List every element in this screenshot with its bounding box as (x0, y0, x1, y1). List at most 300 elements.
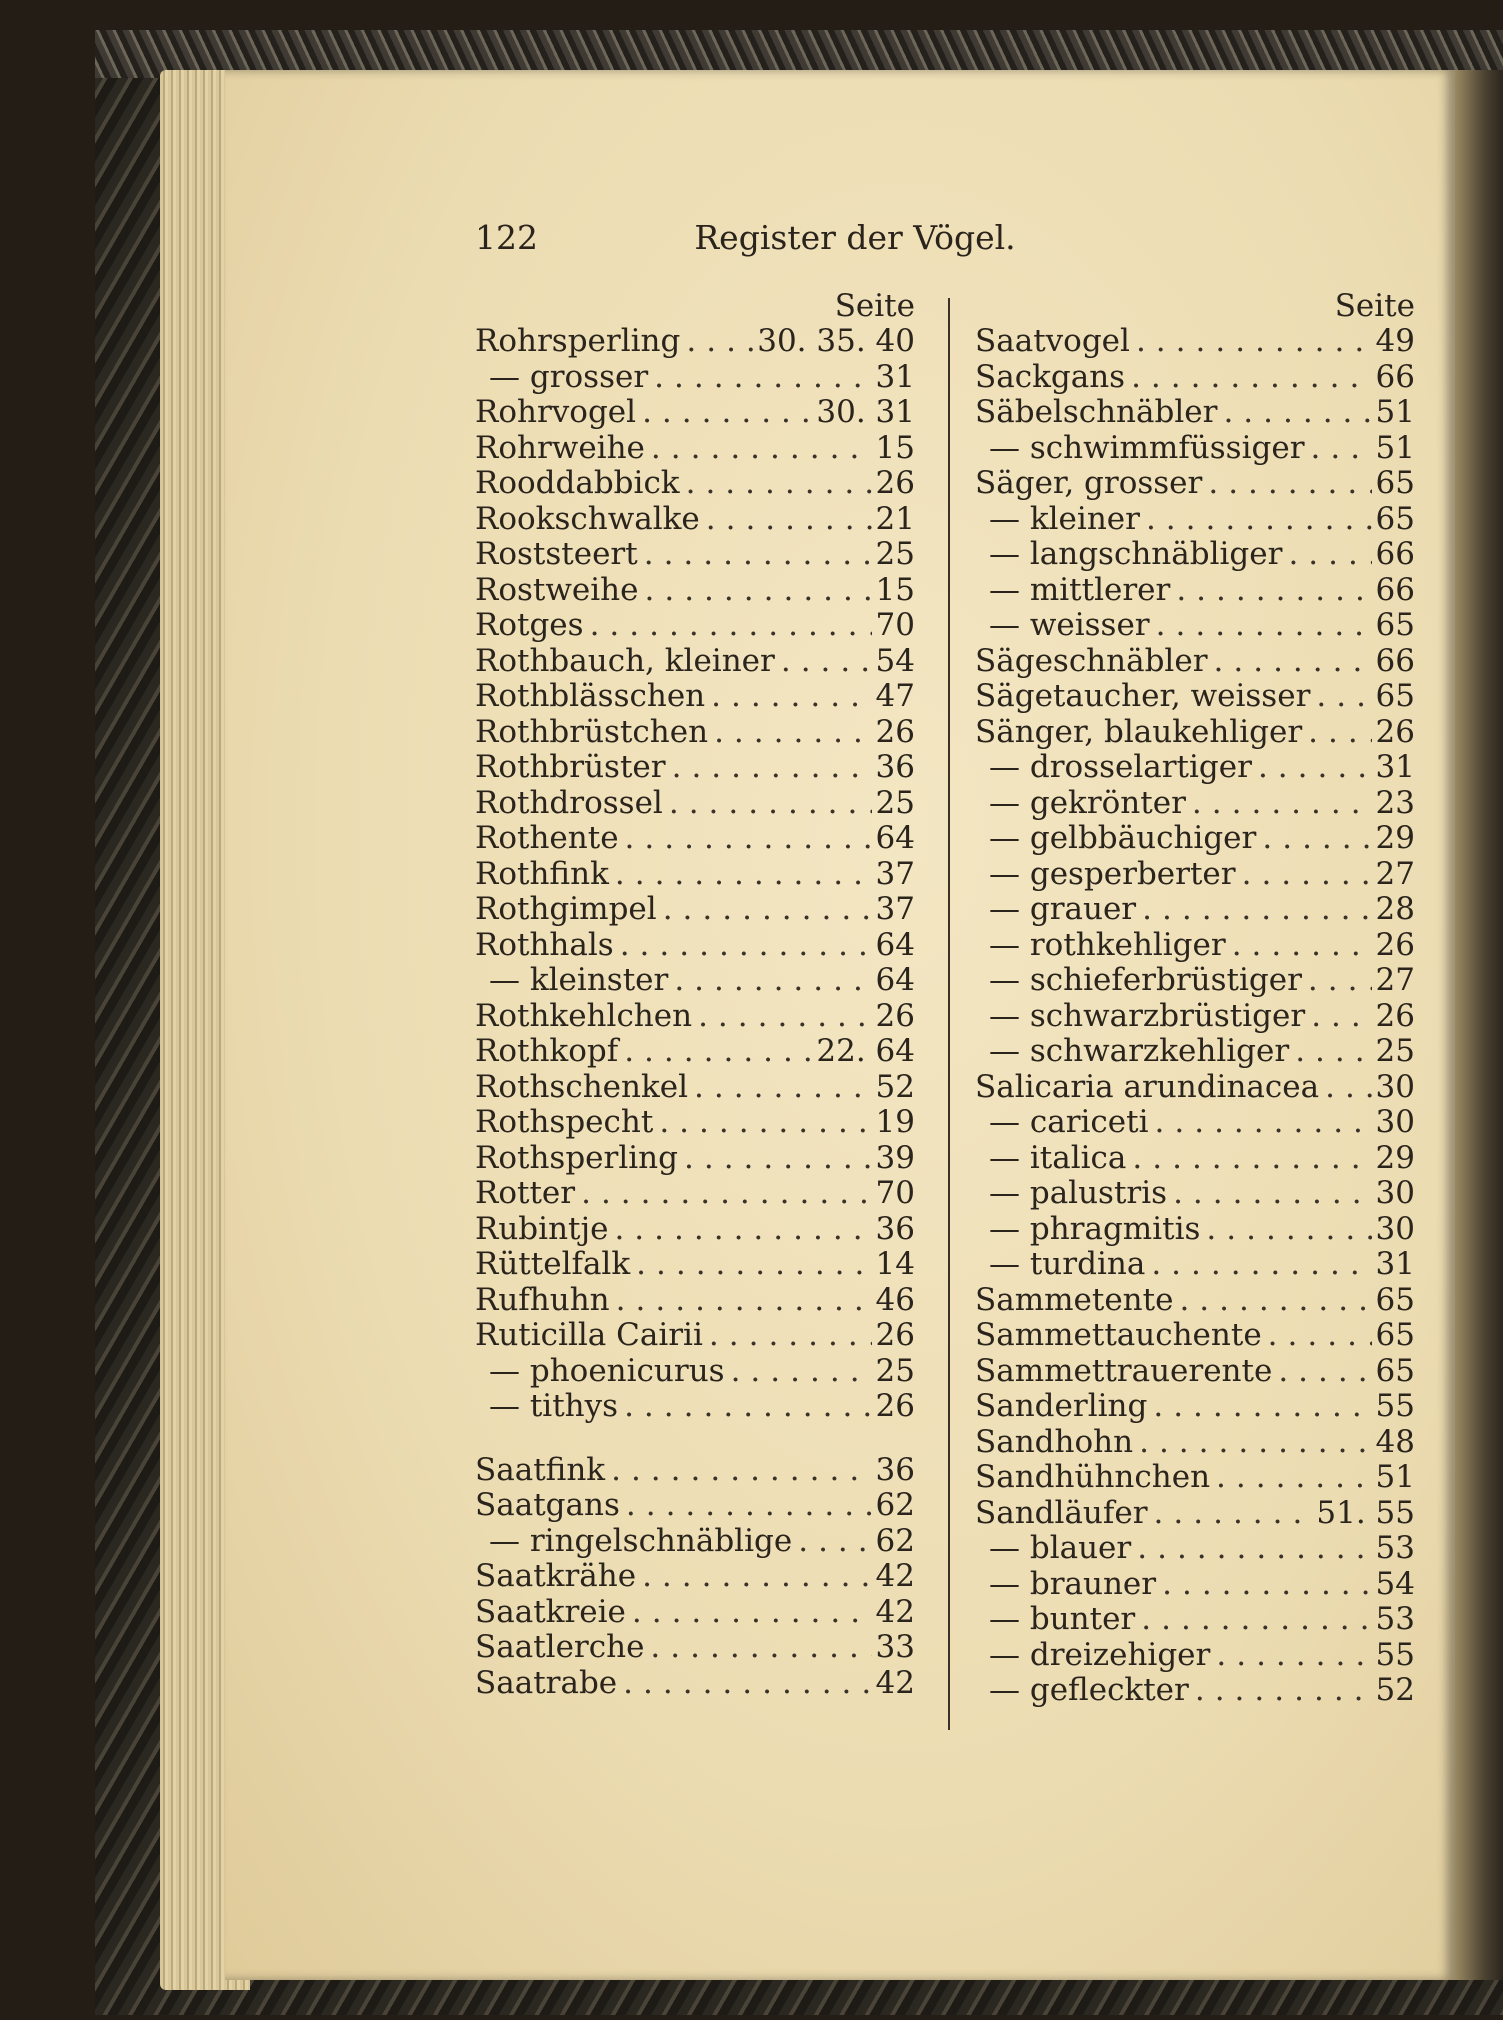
dot-leader (688, 1070, 872, 1106)
index-term: Saatfink (475, 1451, 606, 1488)
index-term: Sandhohn (975, 1423, 1134, 1460)
index-page-numbers: 26 (875, 713, 915, 750)
dot-leader (1131, 1531, 1371, 1567)
index-column-left (475, 288, 915, 1701)
dot-leader (653, 1105, 871, 1141)
index-entry (475, 1212, 915, 1248)
dot-leader (636, 395, 812, 431)
dot-leader (775, 644, 872, 680)
index-term: Saatkrähe (475, 1558, 637, 1594)
index-page-numbers: 23 (1375, 784, 1415, 821)
index-entry (975, 1034, 1415, 1070)
dot-leader (1319, 1070, 1371, 1106)
dot-leader (1147, 1389, 1371, 1425)
dot-leader (692, 999, 871, 1035)
column-header: Seite (1334, 288, 1415, 324)
dot-leader (1167, 1176, 1371, 1212)
dot-leader (657, 892, 872, 928)
index-entry (975, 892, 1415, 928)
index-page-numbers: 65 (1375, 1281, 1415, 1318)
index-page-numbers: 33 (875, 1629, 915, 1665)
index-page-numbers: 28 (1375, 891, 1415, 927)
dot-leader (700, 502, 872, 538)
index-page-numbers: 25 (875, 784, 915, 821)
index-entry (975, 431, 1415, 467)
index-entry (975, 1354, 1415, 1390)
dot-leader (725, 1354, 872, 1390)
index-page-numbers: 39 (875, 1139, 915, 1176)
dot-leader (1156, 1567, 1371, 1603)
dot-leader (1126, 1141, 1371, 1177)
index-entry (475, 1389, 915, 1425)
index-entry (475, 715, 915, 751)
index-term: — mittlerer (989, 571, 1171, 608)
index-page-numbers: 15 (875, 429, 915, 466)
index-entry (475, 928, 915, 964)
index-term: — gekrönter (989, 784, 1186, 821)
index-entry (975, 1247, 1415, 1283)
index-page-numbers: 64 (875, 962, 915, 998)
index-entry (475, 1630, 915, 1666)
index-entry (475, 537, 915, 573)
index-page-numbers: 31 (1375, 1246, 1415, 1282)
index-term: — blauer (989, 1530, 1132, 1566)
index-term: Säbelschnäbler (975, 394, 1218, 430)
index-page-numbers: 66 (1375, 642, 1415, 679)
index-entry (975, 1141, 1415, 1177)
index-page-numbers: 25 (875, 536, 915, 572)
index-page-numbers: 65 (1375, 500, 1415, 537)
dot-leader (1173, 1283, 1371, 1319)
index-page-numbers: 51 (1375, 1459, 1415, 1495)
index-term: — italica (989, 1139, 1127, 1176)
dot-leader (1252, 750, 1372, 786)
index-page-numbers: 29 (1375, 1139, 1415, 1176)
index-entry (475, 644, 915, 680)
index-term: Rotges (475, 607, 584, 643)
index-entry (475, 466, 915, 502)
index-page-numbers: 26 (1375, 926, 1415, 963)
dot-leader (1125, 360, 1371, 396)
index-page-numbers: 22. 64 (816, 1033, 915, 1069)
index-entry (975, 679, 1415, 715)
index-term: Sandhühnchen (975, 1459, 1211, 1495)
index-page-numbers: 36 (875, 1210, 915, 1247)
index-entry (475, 1318, 915, 1354)
index-page-numbers: 70 (875, 1175, 915, 1211)
dot-leader (1236, 857, 1372, 893)
index-page-numbers: 48 (1375, 1423, 1415, 1460)
index-term: — drosselartiger (989, 749, 1252, 785)
dot-leader (1210, 1460, 1372, 1496)
index-page-numbers: 36 (875, 1451, 915, 1488)
index-term: Saatrabe (475, 1664, 618, 1701)
index-term: Rohrvogel (475, 394, 637, 430)
index-entry (475, 1453, 915, 1489)
index-entry (975, 324, 1415, 360)
index-term: Rufhuhn (475, 1281, 610, 1318)
index-page-numbers: 53 (1375, 1530, 1415, 1566)
index-page-numbers: 52 (1375, 1672, 1415, 1708)
index-page-numbers: 55 (1375, 1388, 1415, 1424)
index-term: Sammetente (975, 1281, 1174, 1318)
dot-leader (678, 1141, 872, 1177)
index-term: — gefleckter (989, 1672, 1189, 1708)
index-entry (975, 999, 1415, 1035)
index-term: — kleinster (489, 962, 669, 998)
index-page-numbers: 19 (875, 1104, 915, 1140)
index-term: Rüttelfalk (475, 1246, 631, 1282)
dot-leader (708, 715, 871, 751)
index-page-numbers: 64 (875, 820, 915, 856)
index-page-numbers: 49 (1375, 323, 1415, 359)
index-page-numbers: 26 (875, 465, 915, 501)
dot-leader (605, 1453, 871, 1489)
index-entry (975, 608, 1415, 644)
dot-leader (608, 1212, 871, 1248)
index-page-numbers: 27 (1375, 855, 1415, 892)
index-entry (475, 1524, 915, 1560)
index-entry (475, 1247, 915, 1283)
index-page-numbers: 51. 55 (1316, 1494, 1415, 1531)
index-page-numbers: 65 (1375, 465, 1415, 501)
dot-leader (1135, 1602, 1371, 1638)
dot-leader (645, 431, 872, 467)
index-page-numbers: 36 (875, 749, 915, 785)
index-term: Saatvogel (975, 323, 1130, 359)
index-entry (475, 892, 915, 928)
index-term: Rothblässchen (475, 678, 706, 714)
index-entry (975, 502, 1415, 538)
index-term: Rothsperling (475, 1139, 678, 1176)
index-entry (475, 431, 915, 467)
index-page-numbers: 62 (875, 1522, 915, 1559)
index-list-right (975, 324, 1415, 1709)
index-term: Sackgans (975, 358, 1126, 395)
index-page-numbers: 54 (875, 642, 915, 679)
running-title: Register der Vögel. (694, 218, 1016, 257)
index-entry (475, 821, 915, 857)
index-entry (475, 1070, 915, 1106)
index-term: Rothfink (475, 855, 609, 892)
index-entry (975, 1283, 1415, 1319)
index-term: Rubintje (475, 1210, 609, 1247)
column-header: Seite (834, 288, 915, 324)
index-term: Säger, grosser (975, 465, 1203, 501)
dot-leader (638, 573, 871, 609)
index-page-numbers: 42 (875, 1558, 915, 1594)
index-entry (475, 1176, 915, 1212)
dot-leader (663, 786, 872, 822)
dot-leader (680, 466, 872, 502)
dot-leader (1256, 821, 1371, 857)
index-entry (975, 537, 1415, 573)
dot-leader (705, 679, 871, 715)
page-header (475, 218, 1235, 262)
index-entry (975, 1531, 1415, 1567)
index-entry (975, 1389, 1415, 1425)
dot-leader (703, 1318, 872, 1354)
index-entry (475, 502, 915, 538)
index-page-numbers: 47 (875, 678, 915, 714)
dot-leader (636, 1559, 871, 1595)
index-page-numbers: 30 (1375, 1175, 1415, 1211)
index-page-numbers: 65 (1375, 1317, 1415, 1353)
index-term: Sandläufer (975, 1494, 1148, 1531)
dot-leader (1210, 1638, 1371, 1674)
index-term: — phoenicurus (489, 1352, 725, 1389)
dot-leader (1302, 963, 1372, 999)
index-entry (975, 821, 1415, 857)
index-entry (475, 324, 915, 360)
dot-leader (614, 928, 872, 964)
index-page-numbers: 51 (1375, 429, 1415, 466)
index-page-numbers: 31 (875, 358, 915, 395)
index-page-numbers: 26 (1375, 997, 1415, 1034)
index-entry (475, 679, 915, 715)
index-entry (475, 395, 915, 431)
dot-leader (1289, 1034, 1371, 1070)
dot-leader (1149, 1105, 1372, 1141)
index-term: — tithys (489, 1388, 619, 1424)
dot-leader (680, 324, 753, 360)
index-term: Rothspecht (475, 1104, 654, 1140)
index-term: Rothkehlchen (475, 997, 693, 1034)
index-term: Saatkreie (475, 1593, 626, 1630)
index-term: Rothkopf (475, 1033, 619, 1069)
dot-leader (1272, 1354, 1371, 1390)
index-term: — turdina (989, 1246, 1146, 1282)
index-page-numbers: 64 (875, 926, 915, 963)
index-term: — schieferbrüstiger (989, 962, 1302, 998)
index-term: — phragmitis (989, 1210, 1201, 1247)
page-number: 122 (475, 218, 538, 257)
index-entry (975, 786, 1415, 822)
index-term: Sägetaucher, weisser (975, 678, 1311, 714)
index-term: Rothente (475, 820, 619, 856)
dot-leader (1130, 324, 1372, 360)
index-entry (975, 1425, 1415, 1461)
index-page-numbers: 26 (875, 997, 915, 1034)
index-term: — cariceti (989, 1104, 1149, 1140)
index-term: — dreizehiger (989, 1636, 1211, 1673)
index-term: Sanderling (975, 1388, 1148, 1424)
index-entry (475, 1283, 915, 1319)
index-term: — gelbbäuchiger (989, 820, 1257, 856)
index-entry (975, 1070, 1415, 1106)
index-page-numbers: 55 (1375, 1636, 1415, 1673)
dot-leader (1302, 715, 1371, 751)
index-page-numbers: 15 (875, 571, 915, 608)
index-list-left (475, 324, 915, 1701)
index-term: Rostweihe (475, 571, 639, 608)
index-term: — schwimmfüssiger (989, 429, 1305, 466)
dot-leader (668, 963, 871, 999)
index-entry (475, 963, 915, 999)
index-entry (475, 857, 915, 893)
index-page-numbers: 30 (1375, 1210, 1415, 1247)
index-term: — bunter (989, 1601, 1136, 1637)
index-entry (975, 360, 1415, 396)
index-term: Rohrweihe (475, 429, 645, 466)
dot-leader (1217, 395, 1371, 431)
index-term: Sägeschnäbler (975, 642, 1208, 679)
index-entry (475, 1488, 915, 1524)
index-page-numbers: 30 (1375, 1068, 1415, 1105)
index-page-numbers: 26 (875, 1317, 915, 1353)
index-page-numbers: 52 (875, 1068, 915, 1105)
dot-leader (609, 857, 872, 893)
index-entry (475, 786, 915, 822)
index-term: Sammettrauerente (975, 1352, 1273, 1389)
index-entry (975, 928, 1415, 964)
index-term: Rothdrossel (475, 784, 663, 821)
dot-leader (610, 1283, 872, 1319)
dot-leader (1140, 502, 1372, 538)
index-page-numbers: 53 (1375, 1601, 1415, 1637)
dot-leader (575, 1176, 871, 1212)
index-entry (975, 1212, 1415, 1248)
index-term: — grosser (489, 358, 649, 395)
index-term: — rothkehliger (989, 926, 1226, 963)
dot-leader (1200, 1212, 1371, 1248)
index-entry (475, 1666, 915, 1702)
index-term: — schwarzbrüstiger (989, 997, 1306, 1034)
index-term: Rothbrüster (475, 749, 666, 785)
index-entry (975, 1460, 1415, 1496)
index-entry (475, 1034, 915, 1070)
index-entry (475, 1354, 915, 1390)
index-term: Roststeert (475, 536, 638, 572)
index-term: — palustris (989, 1175, 1168, 1211)
index-page-numbers: 65 (1375, 678, 1415, 714)
dot-leader (630, 1247, 871, 1283)
index-term: Rothbrüstchen (475, 713, 709, 750)
index-page-numbers: 26 (875, 1388, 915, 1424)
index-entry (975, 466, 1415, 502)
dot-leader (1305, 431, 1372, 467)
index-page-numbers: 65 (1375, 607, 1415, 643)
index-term: Rothgimpel (475, 891, 657, 927)
dot-leader (1136, 892, 1371, 928)
index-page-numbers: 26 (1375, 713, 1415, 750)
dot-leader (1186, 786, 1372, 822)
column-divider (948, 298, 950, 1730)
dot-leader (666, 750, 872, 786)
dot-leader (1262, 1318, 1372, 1354)
dot-leader (1150, 608, 1372, 644)
index-page-numbers: 42 (875, 1664, 915, 1701)
book-gutter (1455, 70, 1503, 1980)
index-term: — weisser (989, 607, 1150, 643)
index-entry (475, 999, 915, 1035)
index-term: Rothschenkel (475, 1068, 689, 1105)
dot-leader (618, 1034, 812, 1070)
index-term: Sammettauchente (975, 1317, 1262, 1353)
index-page-numbers: 66 (1375, 358, 1415, 395)
index-entry (975, 715, 1415, 751)
dot-leader (648, 360, 871, 396)
index-page-numbers: 62 (875, 1487, 915, 1523)
index-entry (475, 1105, 915, 1141)
index-entry (475, 1559, 915, 1595)
index-entry (975, 573, 1415, 609)
index-term: — grauer (989, 891, 1137, 927)
index-page-numbers: 29 (1375, 820, 1415, 856)
dot-leader (638, 537, 872, 573)
dot-leader (1202, 466, 1371, 502)
index-term: — schwarzkehliger (989, 1033, 1290, 1069)
index-entry (975, 395, 1415, 431)
index-term: Saatlerche (475, 1629, 645, 1665)
index-page-numbers: 30 (1375, 1104, 1415, 1140)
index-term: Ruticilla Cairii (475, 1317, 703, 1353)
dot-leader (1226, 928, 1372, 964)
dot-leader (584, 608, 872, 644)
index-term: — ringelschnäblige (489, 1522, 793, 1559)
index-page-numbers: 51 (1375, 394, 1415, 430)
index-entry (475, 1141, 915, 1177)
index-page-numbers: 31 (1375, 749, 1415, 785)
dot-leader (1282, 537, 1371, 573)
index-entry (475, 750, 915, 786)
dot-leader (1310, 679, 1371, 715)
index-entry (975, 1673, 1415, 1709)
index-entry (975, 750, 1415, 786)
index-term: — langschnäbliger (989, 536, 1283, 572)
index-term: Rookschwalke (475, 500, 700, 537)
index-entry (975, 963, 1415, 999)
dot-leader (792, 1524, 871, 1560)
index-page-numbers: 54 (1375, 1565, 1415, 1602)
index-page-numbers: 42 (875, 1593, 915, 1630)
index-page-numbers: 27 (1375, 962, 1415, 998)
dot-leader (617, 1666, 871, 1702)
index-page-numbers: 25 (875, 1352, 915, 1389)
dot-leader (1133, 1425, 1371, 1461)
index-term: — gesperberter (989, 855, 1236, 892)
dot-leader (619, 821, 872, 857)
index-page-numbers: 70 (875, 607, 915, 643)
index-term: Saatgans (475, 1487, 620, 1523)
dot-leader (644, 1630, 871, 1666)
index-entry (975, 857, 1415, 893)
index-column-right (975, 288, 1415, 1709)
index-page-numbers: 21 (875, 500, 915, 537)
index-page-numbers: 37 (875, 891, 915, 927)
dot-leader (626, 1595, 872, 1631)
dot-leader (1145, 1247, 1371, 1283)
index-entry (975, 644, 1415, 680)
dot-leader (1148, 1496, 1313, 1532)
index-term: Salicaria arundinacea (975, 1068, 1320, 1105)
index-entry (975, 1105, 1415, 1141)
index-page-numbers: 66 (1375, 571, 1415, 608)
index-entry (475, 360, 915, 396)
index-entry (975, 1567, 1415, 1603)
index-page-numbers: 65 (1375, 1352, 1415, 1389)
index-term: Rotter (475, 1175, 576, 1211)
index-term: Rohrsperling (475, 323, 681, 359)
index-term: Rothbauch, kleiner (475, 642, 775, 679)
index-page-numbers: 66 (1375, 536, 1415, 572)
dot-leader (1208, 644, 1372, 680)
index-entry (475, 1595, 915, 1631)
dot-leader (1170, 573, 1371, 609)
dot-leader (620, 1488, 872, 1524)
index-term: Rothhals (475, 926, 614, 963)
index-entry (975, 1318, 1415, 1354)
